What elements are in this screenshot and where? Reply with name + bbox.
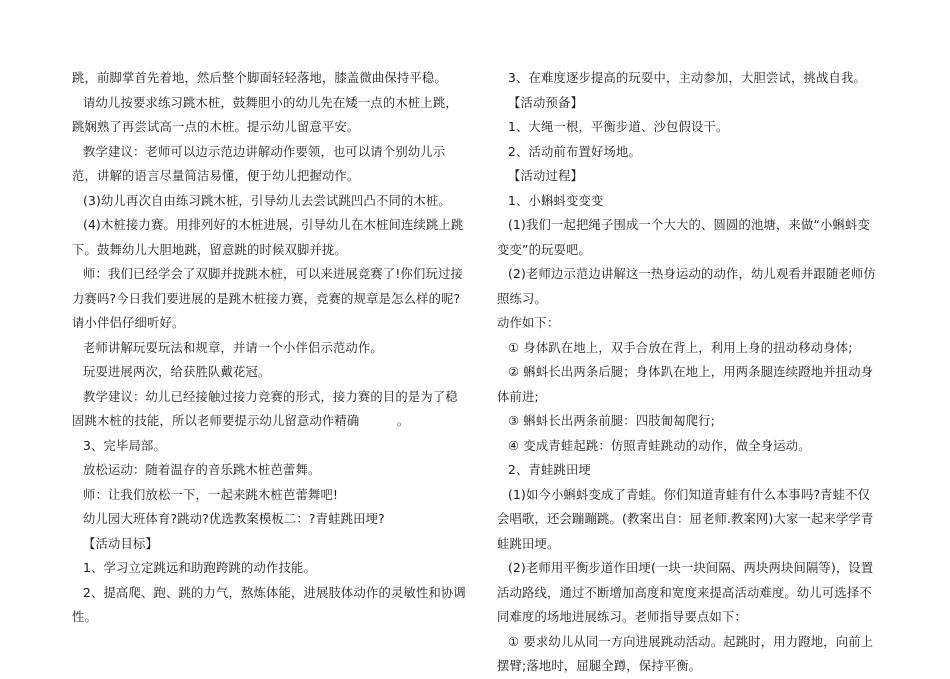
paragraph: 跳，前脚掌首先着地，然后整个脚面轻轻落地，膝盖微曲保持平稳。 (72, 71, 447, 85)
paragraph: 玩耍进展两次，给获胜队戴花冠。 (83, 365, 271, 379)
subsection-heading: 2、青蛙跳田埂 (508, 463, 592, 477)
right-column (497, 66, 880, 679)
list-item: 1、学习立定跳远和助跑跨跳的动作技能。 (83, 561, 316, 575)
left-column (72, 66, 467, 630)
list-item: 2、活动前布置好场地。 (508, 144, 641, 159)
section-heading: 【活动目标】 (83, 536, 158, 551)
lesson-title: 幼儿园大班体育?跳动?优选教案模板二：?青蛙跳田埂? (83, 512, 385, 526)
list-item: ① 要求幼儿从同一方向进展跳动活动。起跳时，用力蹬地，向前上摆臂;落地时，屈腿全蹲，保持平衡。 (497, 634, 874, 673)
paragraph: 动作如下： (497, 316, 560, 330)
paragraph: (3)幼儿再次自由练习跳木桩，引导幼儿去尝试跳凹凸不同的木桩。 (83, 193, 451, 208)
list-item: ④ 变成青蛙起跳：仿照青蛙跳动的动作，做全身运动。 (508, 438, 811, 453)
paragraph: (2)老师边示范边讲解这一热身运动的动作，幼儿观看并跟随老师仿照练习。 (497, 267, 876, 306)
section-heading: 3、完毕局部。 (83, 438, 167, 453)
list-item: 3、在难度逐步提高的玩耍中，主动参加，大胆尝试，挑战自我。 (508, 71, 866, 85)
paragraph: (1)我们一起把绳子围成一个大大的、圆圆的池塘，来做“小蝌蚪变变变”的玩耍吧。 (497, 218, 871, 257)
paragraph: 放松运动：随着温存的音乐跳木桩芭蕾舞。 (83, 463, 321, 477)
section-heading: 【活动预备】 (508, 95, 583, 110)
list-item: ③ 蝌蚪长出两条前腿：四肢匍匐爬行; (508, 414, 716, 428)
paragraph: 师：我们已经学会了双脚并拢跳木桩，可以来进展竞赛了!你们玩过接力赛吗?今日我们要进展的是跳木桩接力赛，竞赛的规章是怎么样的呢?请小伴侣仔细听好。 (72, 267, 464, 330)
list-item: 2、提高爬、跑、跳的力气，熬炼体能，进展肢体动作的灵敏性和协调性。 (72, 585, 466, 624)
paragraph: 师：让我们放松一下，一起来跳木桩芭蕾舞吧! (83, 487, 339, 502)
section-heading: 【活动过程】 (508, 169, 583, 183)
list-item: 1、大绳一根，平衡步道、沙包假设干。 (508, 120, 729, 134)
list-item: ② 蝌蚪长出两条后腿；身体趴在地上，用两条腿连续蹬地并扭动身体前进; (497, 365, 874, 404)
paragraph: 老师讲解玩耍玩法和规章，并请一个小伴侣示范动作。 (83, 340, 383, 355)
paragraph: (4)木桩接力赛。用排列好的木桩进展，引导幼儿在木桩间连续跳上跳下。鼓舞幼儿大胆地跳，留意跳的时候双脚并拢。 (72, 218, 464, 257)
paragraph: 教学建议：老师可以边示范边讲解动作要领，也可以请个别幼儿示范，讲解的语言尽量简洁易懂，便于幼儿把握动作。 (72, 144, 446, 183)
paragraph: (2)老师用平衡步道作田埂(一块一块间隔、两块两块间隔等)，设置活动路线，通过不断增加高度和宽度来提高活动难度。幼儿可选择不同难度的场地进展练习。老师指导要点如下： (497, 561, 874, 624)
subsection-heading: 1、小蝌蚪变变变 (508, 193, 604, 208)
paragraph: 请幼儿按要求练习跳木桩，鼓舞胆小的幼儿先在矮一点的木桩上跳，跳娴熟了再尝试高一点的木桩。提示幼儿留意平安。 (72, 95, 458, 134)
paragraph: 教学建议：幼儿已经接触过接力竞赛的形式，接力赛的目的是为了稳固跳木桩的技能，所以老师要提示幼儿留意动作精确 。 (72, 389, 458, 428)
list-item: ① 身体趴在地上，双手合放在背上，利用上身的扭动移动身体; (508, 340, 853, 355)
paragraph: (1)如今小蝌蚪变成了青蛙。你们知道青蛙有什么本事吗?青蛙不仅会唱歌，还会蹦蹦跳。(教案出自：屈老师.教案网)大家一起来学学青蛙跳田埂。 (497, 487, 874, 551)
